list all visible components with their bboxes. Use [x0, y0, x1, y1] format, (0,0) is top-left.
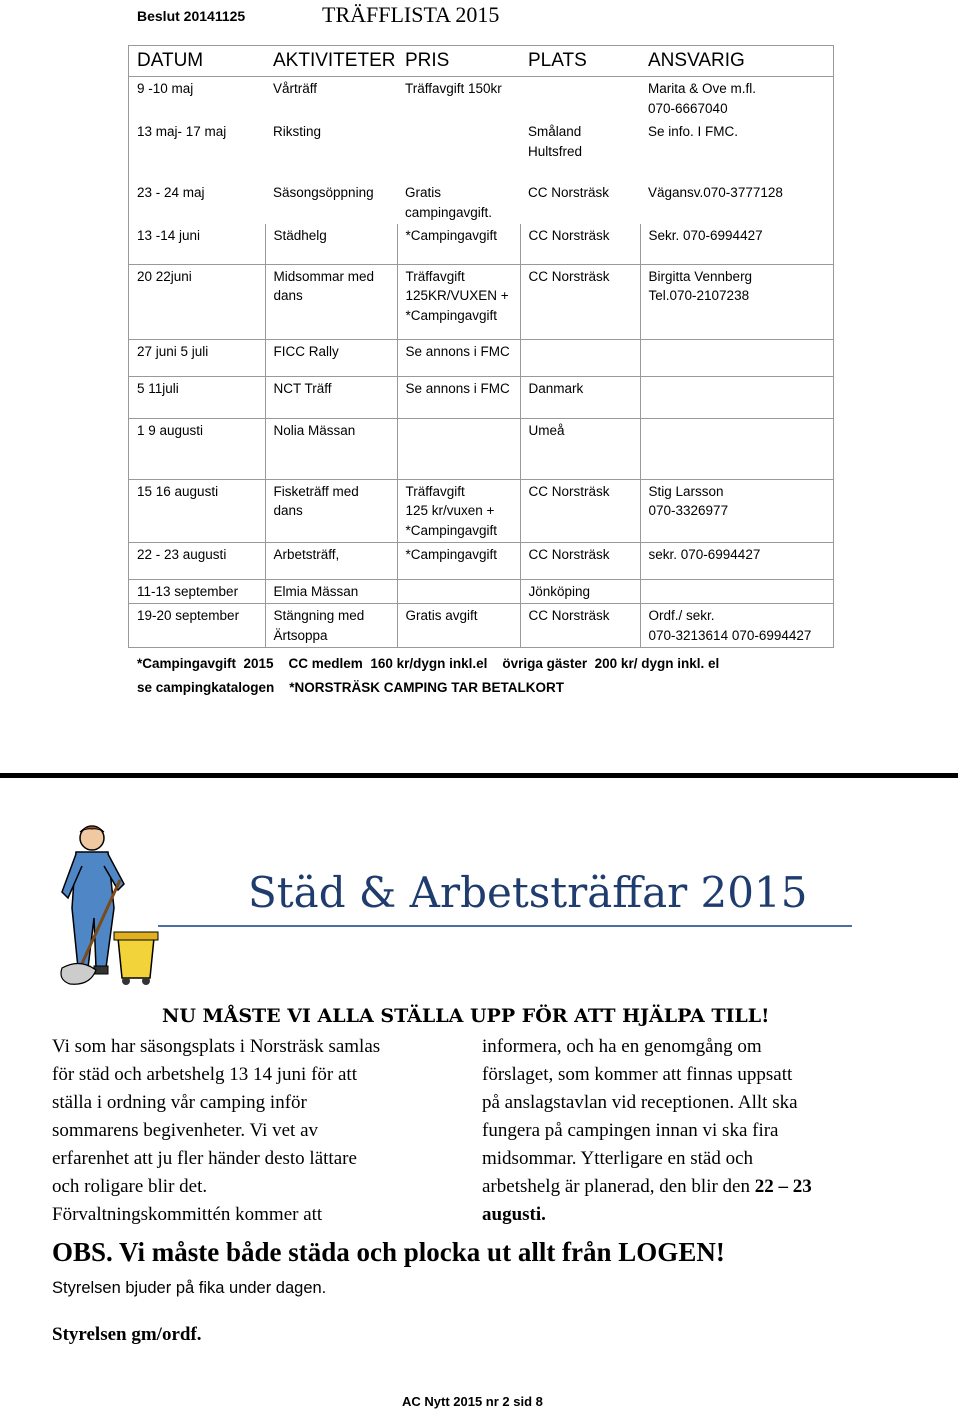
table-cell-date: 15 16 augusti: [129, 479, 266, 543]
table-cell-price: [397, 419, 520, 480]
table-cell-date: 11-13 september: [129, 579, 266, 604]
table-cell-price: Träffavgift 125KR/VUXEN + *Campingavgift: [397, 264, 520, 340]
page-footer: AC Nytt 2015 nr 2 sid 8: [402, 1394, 543, 1409]
table-cell-date: 27 juni 5 juli: [129, 340, 266, 377]
paragraph-line: för städ och arbetshelg 13 14 juni för att: [52, 1064, 357, 1085]
date-emphasis-end: augusti.: [482, 1204, 546, 1225]
table-cell-responsible: Se info. I FMC.: [640, 120, 834, 181]
section-divider: [0, 773, 958, 778]
table-row: [129, 181, 834, 224]
text-column-left: [52, 1033, 452, 1229]
table-cell-responsible: Sekr. 070-6994427: [640, 224, 834, 264]
table-cell-activity: Städhelg: [265, 224, 397, 264]
table-cell-date: 13 -14 juni: [129, 224, 266, 264]
paragraph-line: på anslagstavlan vid receptionen. Allt ska: [482, 1092, 798, 1113]
col-header-ansvarig: ANSVARIG: [640, 46, 834, 77]
table-cell-activity: FICC Rally: [265, 340, 397, 377]
obs-notice: OBS. Vi måste både städa och plocka ut allt från LOGEN!: [52, 1237, 725, 1267]
table-cell-price: Träffavgift 150kr: [397, 77, 520, 121]
table-cell-place: CC Norsträsk: [520, 264, 640, 340]
table-cell-place: Jönköping: [520, 579, 640, 604]
table-cell-activity: NCT Träff: [265, 376, 397, 419]
table-row: [129, 479, 834, 543]
table-cell-date: 13 maj- 17 maj: [129, 120, 266, 181]
table-cell-activity: Stängning med Ärtsoppa: [265, 604, 397, 648]
table-cell-price: Se annons i FMC: [397, 340, 520, 377]
table-cell-responsible: Marita & Ove m.fl. 070-6667040: [640, 77, 834, 121]
table-row: [129, 419, 834, 480]
table-cell-place: [520, 340, 640, 377]
table-row: [129, 579, 834, 604]
paragraph-line: [482, 1173, 882, 1201]
paragraph-line: midsommar. Ytterligare en städ och: [482, 1148, 754, 1169]
paragraph-line: informera, och ha en genomgång om: [482, 1036, 762, 1057]
col-header-aktiviteter: AKTIVITETER: [265, 46, 397, 77]
title-underline: [158, 925, 852, 927]
paragraph-line: Vi som har säsongsplats i Norsträsk samlas: [52, 1036, 381, 1057]
section-title: Städ & Arbetsträffar 2015: [248, 868, 808, 917]
table-row: [129, 340, 834, 377]
table-cell-price: *Campingavgift: [397, 224, 520, 264]
camping-fee-note: *Campingavgift 2015 CC medlem 160 kr/dygn inkl.el övriga gäster 200 kr/ dygn inkl. el: [137, 656, 720, 671]
paragraph-line: förslaget, som kommer att finnas uppsatt: [482, 1064, 793, 1085]
table-cell-activity: Nolia Mässan: [265, 419, 397, 480]
table-cell-responsible: Birgitta Vennberg Tel.070-2107238: [640, 264, 834, 340]
date-emphasis: 22 – 23: [754, 1176, 812, 1197]
table-cell-responsible: [640, 340, 834, 377]
table-row: [129, 376, 834, 419]
decision-date: Beslut 20141125: [137, 8, 246, 24]
table-cell-activity: Midsommar med dans: [265, 264, 397, 340]
table-row: [129, 264, 834, 340]
table-cell-date: 20 22juni: [129, 264, 266, 340]
table-row: [129, 120, 834, 181]
table-cell-price: Träffavgift 125 kr/vuxen + *Campingavgift: [397, 479, 520, 543]
table-cell-place: [520, 77, 640, 121]
table-cell-place: Danmark: [520, 376, 640, 419]
table-row: [129, 224, 834, 264]
table-cell-responsible: [640, 376, 834, 419]
table-cell-date: 22 - 23 augusti: [129, 543, 266, 580]
table-cell-place: Umeå: [520, 419, 640, 480]
table-cell-activity: Arbetsträff,: [265, 543, 397, 580]
table-cell-price: [397, 579, 520, 604]
table-cell-responsible: [640, 419, 834, 480]
table-cell-date: 9 -10 maj: [129, 77, 266, 121]
table-cell-responsible: [640, 579, 834, 604]
table-cell-place: CC Norsträsk: [520, 543, 640, 580]
table-cell-responsible: Ordf./ sekr. 070-3213614 070-6994427: [640, 604, 834, 648]
text-column-right: [482, 1033, 882, 1229]
table-cell-date: 19-20 september: [129, 604, 266, 648]
table-cell-activity: Säsongsöppning: [273, 185, 374, 200]
table-cell-place: CC Norsträsk: [520, 604, 640, 648]
fika-note: Styrelsen bjuder på fika under dagen.: [52, 1279, 327, 1297]
paragraph-line: sommarens begivenheter. Vi vet av: [52, 1120, 319, 1141]
table-cell-responsible: Vägansv.070-3777128: [640, 181, 834, 224]
table-cell-price: *Campingavgift: [397, 543, 520, 580]
table-cell-place: Småland Hultsfred: [528, 124, 583, 159]
paragraph-line: Förvaltningskommittén kommer att: [52, 1204, 323, 1225]
table-cell-date: 5 11juli: [129, 376, 266, 419]
table-cell-responsible: sekr. 070-6994427: [640, 543, 834, 580]
table-cell-place: CC Norsträsk: [528, 185, 610, 200]
table-cell-activity: Fisketräff med dans: [265, 479, 397, 543]
table-header-row: [129, 46, 834, 77]
table-cell-activity: Elmia Mässan: [265, 579, 397, 604]
table-cell-date: 1 9 augusti: [129, 419, 266, 480]
table-cell-price: Se annons i FMC: [397, 376, 520, 419]
paragraph-text: arbetshelg är planerad, den blir den: [482, 1176, 755, 1197]
table-cell-place: CC Norsträsk: [520, 224, 640, 264]
signature: Styrelsen gm/ordf.: [52, 1324, 202, 1345]
table-cell-date: 23 - 24 maj: [129, 181, 266, 224]
cleaner-clipart-icon: [50, 818, 162, 988]
paragraph-line: och roligare blir det.: [52, 1176, 208, 1197]
table-cell-place: CC Norsträsk: [520, 479, 640, 543]
table-cell-activity: Riksting: [273, 124, 322, 139]
paragraph-line: fungera på campingen innan vi ska fira: [482, 1120, 779, 1141]
table-row: [129, 77, 834, 121]
callout-heading: NU MÅSTE VI ALLA STÄLLA UPP FÖR ATT HJÄLPA TILL!: [162, 1005, 770, 1027]
table-cell-price: [397, 120, 520, 181]
page-title: TRÄFFLISTA 2015: [322, 2, 500, 27]
col-header-datum: DATUM: [129, 46, 266, 77]
table-cell-activity: Vårträff: [265, 77, 397, 121]
paragraph-line: ställa i ordning vår camping inför: [52, 1092, 307, 1113]
col-header-plats: PLATS: [520, 46, 640, 77]
paragraph-line: [482, 1201, 882, 1229]
col-header-pris: PRIS: [397, 46, 520, 77]
schedule-table: [128, 45, 834, 648]
paragraph-line: erfarenhet att ju fler händer desto lättare: [52, 1148, 357, 1169]
table-row: [129, 543, 834, 580]
table-cell-responsible: Stig Larsson 070-3326977: [640, 479, 834, 543]
table-cell-price: Gratis avgift: [397, 604, 520, 648]
table-row: [129, 604, 834, 648]
table-cell-price: Gratis campingavgift.: [405, 185, 493, 220]
catalog-note: se campingkatalogen *NORSTRÄSK CAMPING TAR BETALKORT: [137, 680, 565, 695]
